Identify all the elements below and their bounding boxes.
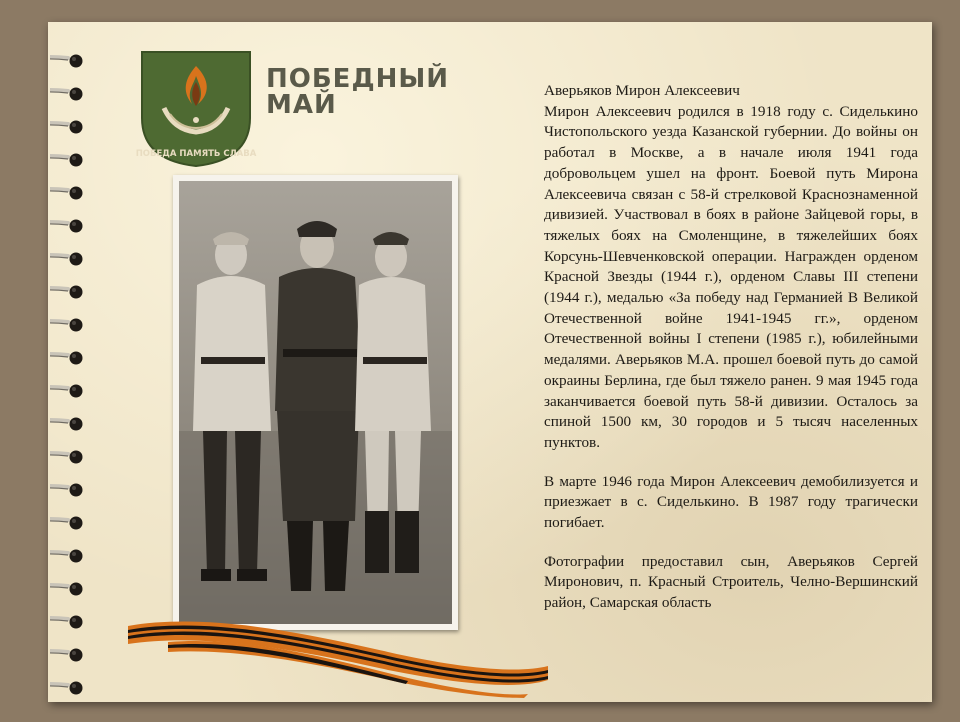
logo-title-line1: ПОБЕДНЫЙ [266,64,450,94]
spiral-ring [50,547,124,569]
spiral-ring [50,349,124,371]
photo-frame [173,175,458,630]
logo-title-line2: МАЙ [266,90,337,120]
spiral-ring [50,514,124,536]
spiral-ring [50,679,124,701]
spiral-ring [50,316,124,338]
logo-title [266,64,450,120]
spiral-ring [50,118,124,140]
notebook-page [48,22,932,702]
st-george-ribbon [128,618,548,698]
biography-heading: Аверьяков Мирон Алексеевич [544,82,740,99]
biography-paragraph-2: В марте 1946 года Мирон Алексеевич демобилизуется и приезжает в с. Сиделькино. В 1987 году трагически погибает. [544,472,918,532]
emblem-caption: ПОБЕДА ПАМЯТЬ СЛАВА [135,149,257,159]
spiral-ring [50,580,124,602]
spiral-ring [50,184,124,206]
spiral-ring [50,85,124,107]
spiral-ring [50,481,124,503]
spiral-ring [50,217,124,239]
spiral-ring [50,151,124,173]
spiral-ring [50,448,124,470]
pobedny-may-emblem [134,48,258,168]
photo-credit-paragraph: Фотографии предоставил сын, Аверьяков Сергей Миронович, п. Красный Строитель, Челно-Вершинский район, Самарская область [544,552,918,612]
biography-text [544,81,918,614]
spiral-ring [50,415,124,437]
spiral-binding [48,52,128,722]
spiral-ring [50,52,124,74]
spiral-ring [50,283,124,305]
spiral-ring [50,613,124,635]
soldiers-photograph [179,181,452,624]
spiral-ring [50,250,124,272]
spiral-ring [50,646,124,668]
spiral-ring [50,382,124,404]
biography-paragraph-1: Мирон Алексеевич родился в 1918 году с. Сиделькино Чистопольского уезда Казанской губернии. До войны он работал в Москве, а в начале июля 1941 года добровольцем ушел на фронт. Боевой путь Мирона Алексеевича связан с 58-й стрелковой Краснознаменной дивизией. Участвовал в боях в районе Зайцевой горы, в тяжелых боях на Смоленщине, в тяжелейших боях Корсунь-Шевченковской операции. Награжден орденом Красной Звезды (1944 г.), орденом Славы III степени (1944 г.), медалью «За победу над Германией В Великой Отечественной войне 1941-1945 гг.», орденом Отечественной войны I степени (1985 г.), юбилейными медалями. Аверьяков М.А. прошел боевой путь до самой окраины Берлина, где был тяжело ранен. 9 мая 1945 года заканчивается боевой путь 58-й дивизии. Осталось за спиной 1500 км, 30 городов и 5 тысяч населенных пунктов. [544,102,918,451]
